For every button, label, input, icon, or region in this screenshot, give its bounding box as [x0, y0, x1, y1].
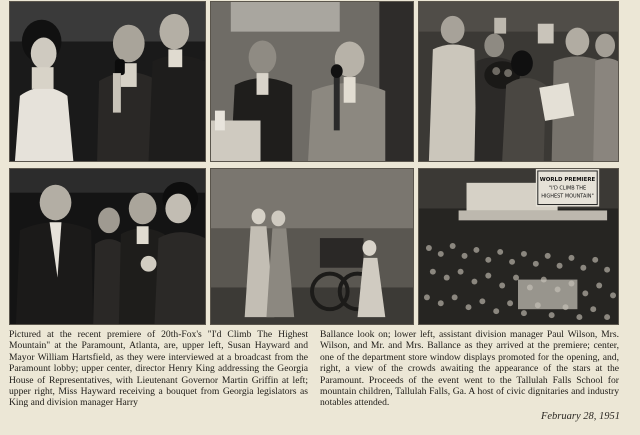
photo-director-address — [210, 1, 414, 162]
issue-date: February 28, 1951 — [540, 411, 620, 422]
photo-grid — [9, 1, 619, 325]
photo-caption — [9, 329, 619, 409]
photo-window-image — [211, 169, 413, 324]
svg-text:HIGHEST MOUNTAIN": HIGHEST MOUNTAIN" — [541, 193, 594, 200]
photo-bouquet — [418, 1, 619, 162]
photo-arrivals-image — [10, 169, 205, 324]
caption-right-column: Ballance look on; lower left, assistant division manager Paul Wilson, Mrs. Wilson, and Mr. and Mrs. Ballance as they arrived at the premiere; center, one of the department store window displays promoted for the opening, and, right, a view of the crowds awaiting the appearance of the stars at the Paramount. Proceeds of the event went to the Tallulah Falls School for mountain children, Tallulah Falls, Ga. A host of civic dignitaries and industry notables attended. — [320, 329, 619, 409]
photo-broadcast-interview — [9, 1, 206, 162]
photo-window-display — [210, 168, 414, 325]
marquee-sign-text: WORLD PREMIERE — [539, 176, 596, 183]
photo-premiere-arrivals — [9, 168, 206, 325]
photo-crowd-image — [419, 169, 618, 324]
photo-bouquet-image — [419, 2, 618, 161]
photo-broadcast-image — [10, 2, 205, 161]
caption-left-column: Pictured at the recent premiere of 20th-Fox's "I'd Climb The Highest Mountain" at the Paramount, Atlanta, are, upper left, Susan Hayward and Mayor William Hartsfield, as they were interviewed at a broadcast from the Paramount lobby; upper center, director Henry King addressing the Georgia House of Representatives, with Lieutenant Governor Martin Griffin at left; upper right, Miss Hayward receiving a bouquet from Georgia legislators as King and division manager Harry — [9, 329, 308, 409]
photo-address-image — [211, 2, 413, 161]
svg-text:"I'D CLIMB THE: "I'D CLIMB THE — [548, 185, 587, 192]
photo-crowd-paramount — [418, 168, 619, 325]
